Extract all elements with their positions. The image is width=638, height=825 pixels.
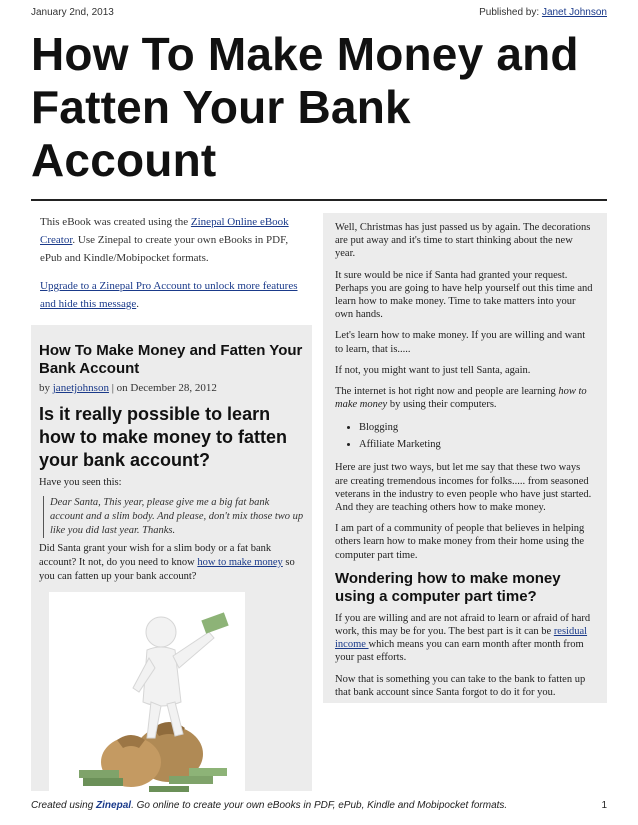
part-time-heading: Wondering how to make money using a computer part time? bbox=[335, 569, 561, 605]
byline: by janetjohnson | on December 28, 2012 bbox=[39, 382, 217, 394]
post-title: How To Make Money and Fatten Your Bank Account bbox=[39, 342, 303, 377]
footer-text: Created using Zinepal. Go online to create your own eBooks in PDF, ePub, Kindle and Mobipocket formats. bbox=[31, 800, 508, 811]
zinepal-notice bbox=[31, 203, 312, 319]
zinepal-creator-link[interactable]: Zinepal Online eBook Creator bbox=[40, 216, 289, 246]
paragraph-santa-request: It sure would be nice if Santa had granted your request. Perhaps you are going to have help yourself out this time and learn how to make money. Time to take matters into your own hands. bbox=[335, 269, 593, 321]
right-column bbox=[323, 213, 607, 703]
byline-author-link[interactable]: janetjohnson bbox=[52, 382, 109, 394]
paragraph-lets-learn: Let's learn how to make money. If you are willing and want to learn, that is..... bbox=[335, 330, 586, 355]
santa-quote: Dear Santa, This year, please give me a big fat bank account and a slim body. And please, don't mix those two up like you did last year. Thanks. bbox=[43, 496, 304, 538]
seen-text: Have you seen this: bbox=[39, 477, 122, 488]
published-by bbox=[479, 7, 607, 18]
make-money-link[interactable]: how to make money bbox=[197, 557, 283, 568]
santa-paragraph: Did Santa grant your wish for a slim body or a fat bank account? It not, do you need to know how to make money so you can fatten up your bank account? bbox=[39, 543, 295, 582]
author-link[interactable]: Janet Johnson bbox=[541, 7, 607, 18]
paragraph-two-ways: Here are just two ways, but let me say that these two ways are creating tremendous incomes for folks..... from seasoned veterans in the industry to even people who have just started. And they are teaching others how to make money. bbox=[335, 462, 592, 514]
zinepal-footer-link[interactable]: Zinepal bbox=[96, 800, 132, 811]
page-number: 1 bbox=[601, 800, 607, 811]
paragraph-christmas: Well, Christmas has just passed us by again. The decorations are put away and it's time to start thinking about the new year. bbox=[335, 222, 591, 260]
paragraph-tell-santa: If not, you might want to just tell Santa, again. bbox=[335, 364, 531, 376]
article-panel bbox=[31, 325, 312, 791]
upgrade-link[interactable]: Upgrade to a Zinepal Pro Account to unlock more features and hide this message bbox=[40, 280, 298, 310]
publish-date: January 2nd, 2013 bbox=[31, 7, 114, 18]
page-title: How To Make Money and Fatten Your Bank Account bbox=[31, 28, 579, 186]
paragraph-residual: If you are willing and are not afraid to learn or afraid of hard work, this may be for you. The best part is it can be residual income which means you can earn month after month from your past efforts. bbox=[335, 612, 591, 664]
list-item-blogging: • Blogging bbox=[359, 419, 595, 436]
ways-list bbox=[335, 419, 595, 453]
paragraph-internet: The internet is hot right now and people are learning how to make money by using their computers. bbox=[335, 386, 587, 411]
notice-text: This eBook was created using the Zinepal Online eBook Creator. Use Zinepal to create your own eBooks in PDF, ePub and Kindle/Mobipocket formats. bbox=[40, 216, 289, 264]
money-bag-man-illustration bbox=[49, 592, 245, 796]
paragraph-community: I am part of a community of people that believes in helping others learn how to make money from their home using the computer part time. bbox=[335, 523, 585, 561]
published-label: Published by: bbox=[479, 7, 542, 18]
paragraph-take-to-bank: Now that is something you can take to the bank to fatten up that bank account since Santa forgot to do it for you. bbox=[335, 673, 586, 698]
list-item-affiliate-marketing: • Affiliate Marketing bbox=[359, 436, 595, 453]
question-heading: Is it really possible to learn how to make money to fatten your bank account? bbox=[39, 404, 288, 470]
residual-income-link[interactable]: residual income bbox=[335, 626, 588, 651]
money-bag-man-image bbox=[49, 592, 245, 796]
upgrade-text: Upgrade to a Zinepal Pro Account to unlock more features and hide this message. bbox=[40, 280, 298, 310]
left-column bbox=[31, 203, 312, 319]
title-divider bbox=[31, 199, 607, 201]
